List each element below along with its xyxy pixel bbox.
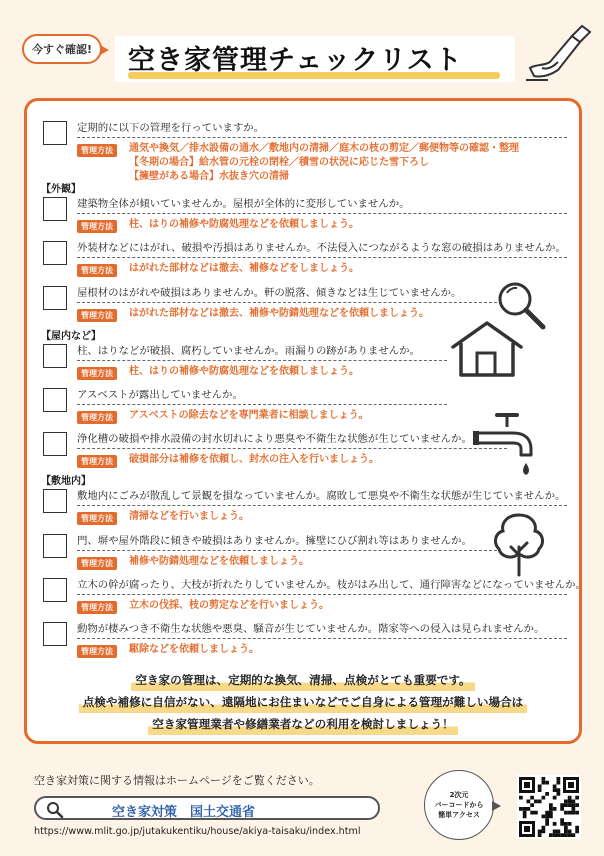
checkbox[interactable] [43, 489, 67, 513]
item-answer: 柱、はりの補修や防腐処理などを依頼しましょう。 [129, 219, 359, 230]
checkbox[interactable] [43, 534, 67, 558]
divider [77, 505, 567, 506]
item-question: 外装材などにはがれ、破損や汚損はありませんか。不法侵入につながるような窓の破損はありませんか。 [77, 242, 566, 254]
summary-line: 空き家の管理は、定期的な換気、清掃、点検がとても重要です。 [131, 669, 474, 691]
qr-hint-bubble [424, 770, 494, 840]
checkbox[interactable] [43, 578, 67, 602]
section-label-interior: 【屋内など】 [41, 331, 101, 342]
divider [77, 360, 447, 361]
page-title: 空き家管理チェックリスト [128, 45, 463, 76]
house-icon [447, 317, 527, 379]
method-tag: 管理方法 [77, 645, 117, 658]
item-answer: 駆除などを依頼しましょう。 [129, 644, 259, 655]
item-question: 立木の幹が腐ったり、大枝が折れたりしていませんか。枝がはみ出して、通行障害などになっていませんか。 [77, 579, 586, 591]
item-answer: 【擁壁がある場合】水抜き穴の清掃 [129, 171, 289, 182]
item-question: 門、塀や屋外階段に傾きや破損はありませんか。擁壁にひび割れ等はありませんか。 [77, 535, 472, 547]
hand-pencil-icon [522, 22, 594, 82]
checkbox[interactable] [43, 432, 67, 456]
search-icon [46, 801, 64, 819]
checkbox[interactable] [43, 622, 67, 646]
method-tag: 管理方法 [77, 264, 117, 277]
method-tag: 管理方法 [77, 367, 117, 380]
item-question: 屋根材のはがれや破損はありませんか。軒の脱落、傾きなどは生じていませんか。 [77, 287, 462, 299]
checkbox[interactable] [43, 286, 67, 310]
item-answer: 補修や防錆処理などを依頼しましょう。 [129, 556, 309, 567]
checkbox[interactable] [43, 241, 67, 265]
website-url[interactable]: https://www.mlit.go.jp/jutakukentiku/house/akiya-taisaku/index.html [34, 826, 361, 837]
item-question: アスベストが露出していませんか。 [77, 389, 243, 401]
footer-info: 空き家対策に関する情報はホームページをご覧ください。 [34, 774, 320, 787]
qr-code-icon[interactable] [517, 775, 581, 839]
item-question: 建築物全体が傾いていませんか。屋根が全体的に変形していませんか。 [77, 198, 410, 210]
item-question: 柱、はりなどが破損、腐朽していませんか。雨漏りの跡がありませんか。 [77, 345, 420, 357]
checkbox[interactable] [43, 197, 67, 221]
divider [77, 257, 567, 258]
checkbox[interactable] [43, 121, 67, 145]
method-tag: 管理方法 [77, 411, 117, 424]
method-tag: 管理方法 [77, 220, 117, 233]
item-answer: はがれた部材などは撤去、補修や防錆処理などを依頼しましょう。 [129, 308, 429, 319]
qr-hint-line: バーコードから [434, 801, 484, 809]
divider [77, 302, 497, 303]
checklist-card [24, 98, 586, 744]
checkbox[interactable] [43, 344, 67, 368]
item-answer: 柱、はりの補修や防腐処理などを依頼しましょう。 [129, 366, 359, 377]
header [0, 0, 604, 92]
divider [77, 594, 567, 595]
summary-line: 空き家管理業者や修繕業者などの利用を検討しましょう！ [148, 713, 457, 735]
qr-hint-line: 2次元 [449, 791, 469, 799]
qr-hint-line: 簡単アクセス [438, 811, 480, 819]
item-question: 敷地内にごみが散乱して景観を損なっていませんか。腐敗して悪臭や不衛生な状態が生じていませんか。 [77, 490, 566, 502]
method-tag: 管理方法 [77, 455, 117, 468]
divider [77, 404, 447, 405]
item-answer: アスベストの除去などを専門業者に相談しましょう。 [129, 410, 369, 421]
method-tag: 管理方法 [77, 309, 117, 322]
section-label-exterior: 【外観】 [41, 184, 81, 195]
divider [77, 550, 497, 551]
method-tag: 管理方法 [77, 601, 117, 614]
search-keywords: 空き家対策 国土交通省 [112, 805, 256, 820]
section-label-premises: 【敷地内】 [41, 476, 91, 487]
method-tag: 管理方法 [77, 144, 117, 157]
item-question: 動物が棲みつき不衛生な状態や悪臭、騒音が生じていませんか。階家等への侵入は見られませんか。 [77, 623, 545, 635]
item-answer: 立木の伐採、枝の剪定などを行いましょう。 [129, 600, 329, 611]
footer [0, 760, 604, 856]
divider [77, 213, 567, 214]
tree-icon [491, 511, 547, 577]
method-tag: 管理方法 [77, 557, 117, 570]
divider [77, 448, 507, 449]
summary-line: 点検や補修に自信がない、遠隔地にお住まいなどでご自身による管理が難しい場合は [79, 691, 528, 713]
summary-message [27, 669, 579, 735]
faucet-icon [473, 409, 543, 481]
method-tag: 管理方法 [77, 512, 117, 525]
divider [77, 638, 567, 639]
item-answer: 清掃などを行いましょう。 [129, 511, 249, 522]
item-answer: 通気や換気／排水設備の通水／敷地内の清掃／庭木の枝の剪定／郵便物等の確認・整理 [129, 143, 519, 154]
item-answer: 破損部分は補修を依頼し、封水の注入を行いましょう。 [129, 454, 379, 465]
checkbox[interactable] [43, 388, 67, 412]
search-box[interactable] [34, 796, 380, 820]
check-now-badge: 今すぐ確認! [22, 34, 102, 64]
divider [77, 137, 567, 138]
item-question: 浄化槽の破損や排水設備の封水切れにより悪臭や不衛生な状態が生じていませんか。 [77, 433, 472, 445]
item-question: 定期的に以下の管理を行っていますか。 [77, 122, 265, 134]
item-answer: はがれた部材などは撤去、補修などをしましょう。 [129, 263, 359, 274]
item-answer: 【冬期の場合】給水管の元栓の閉栓／積雪の状況に応じた雪下ろし [129, 157, 429, 168]
